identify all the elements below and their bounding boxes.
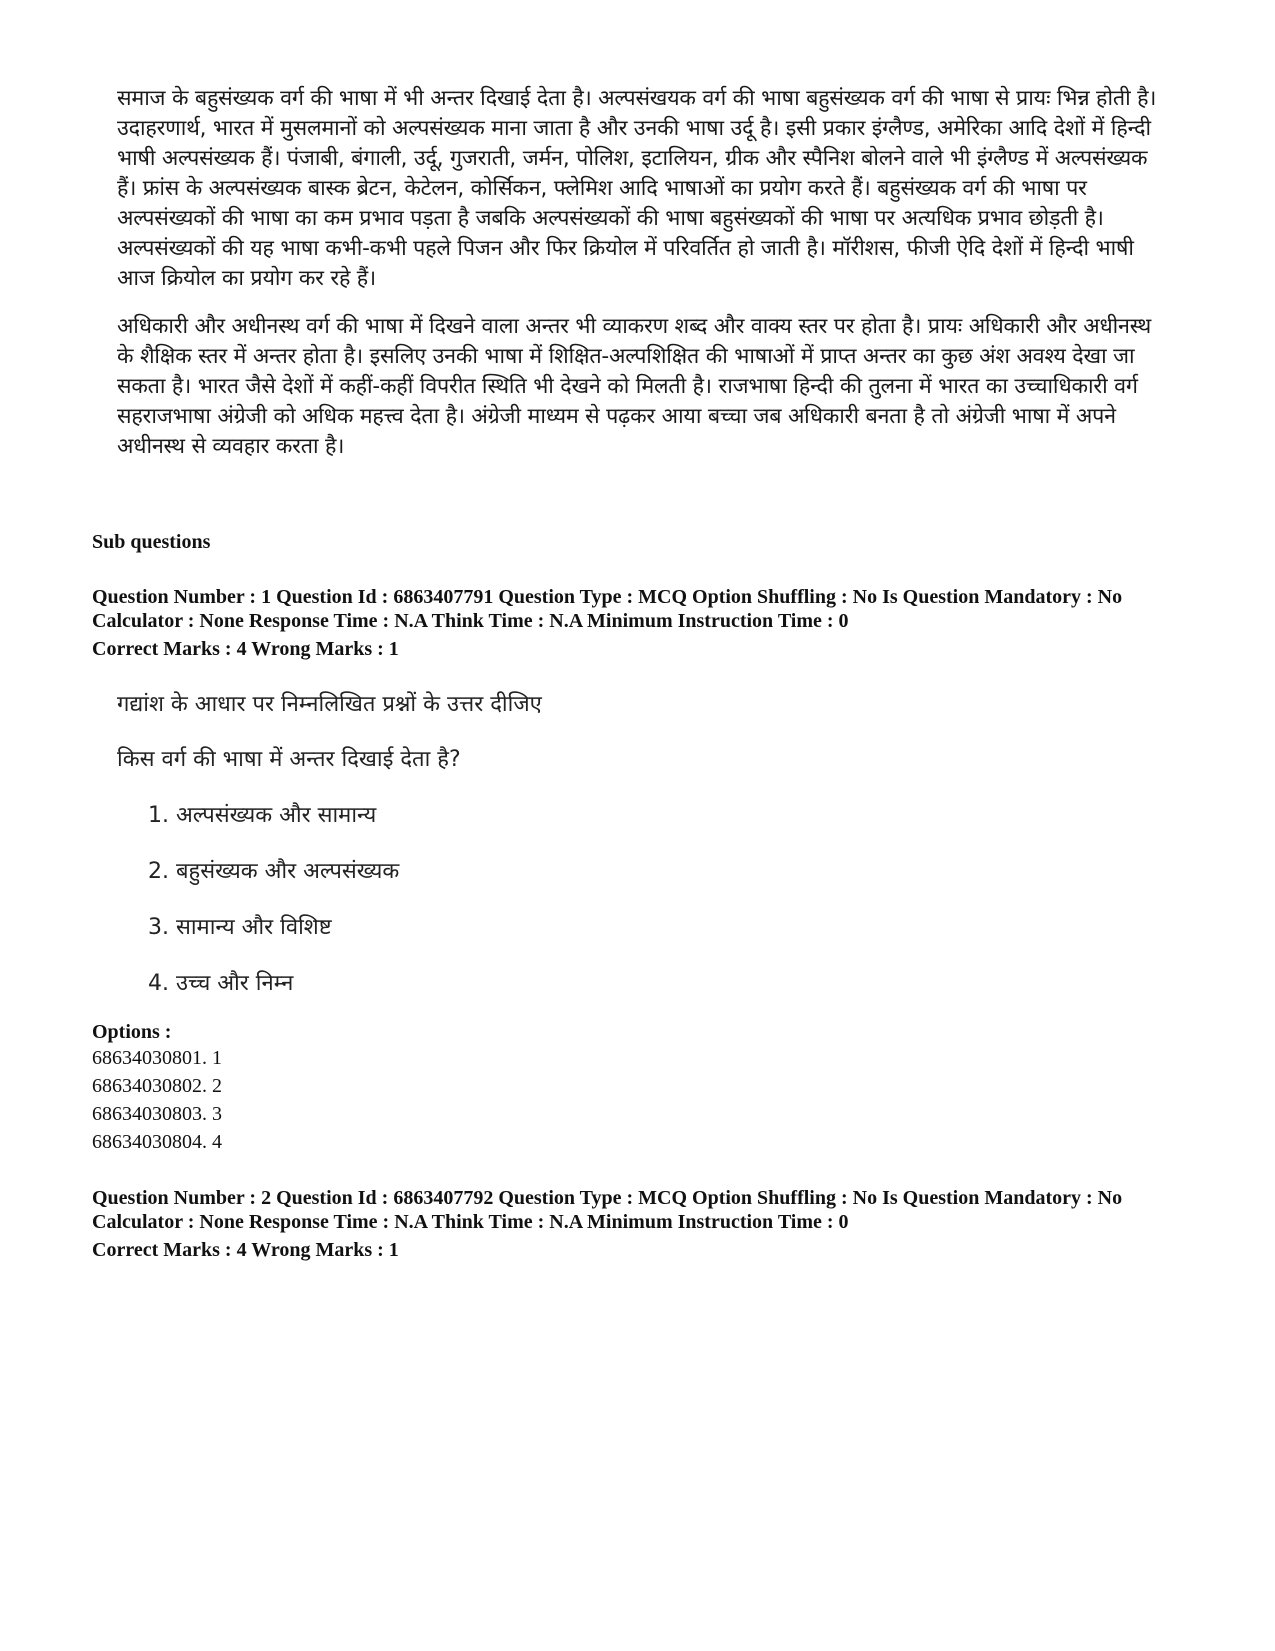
question-1-meta [92, 585, 1202, 661]
question-1-choice-3: 3. सामान्य और विशिष्ट [148, 915, 332, 940]
passage [117, 84, 1172, 462]
option-4: 68634030804. 4 [92, 1131, 222, 1153]
options-list [92, 1044, 222, 1156]
question-2-meta [92, 1186, 1202, 1262]
options-heading: Options : [92, 1021, 172, 1043]
question-1-choice-4: 4. उच्च और निम्न [148, 971, 294, 996]
option-2: 68634030802. 2 [92, 1075, 222, 1097]
sub-questions-heading: Sub questions [92, 531, 211, 553]
question-2-meta-line-1: Question Number : 2 Question Id : 6863407792 Question Type : MCQ Option Shuffling : No Is Question Mandatory : No [92, 1187, 1123, 1209]
question-1-marks: Correct Marks : 4 Wrong Marks : 1 [92, 638, 399, 660]
question-2-meta-line-2: Calculator : None Response Time : N.A Think Time : N.A Minimum Instruction Time : 0 [92, 1211, 849, 1233]
question-2-marks: Correct Marks : 4 Wrong Marks : 1 [92, 1239, 399, 1261]
option-1: 68634030801. 1 [92, 1047, 222, 1069]
passage-paragraph-2: अधिकारी और अधीनस्थ वर्ग की भाषा में दिखने वाला अन्तर भी व्याकरण शब्द और वाक्य स्तर पर होता है। प्रायः अधिकारी और अधीनस्थ के शैक्षिक स्तर में अन्तर होता है। इसलिए उनकी भाषा में शिक्षित-अल्पशिक्षित की भाषाओं में प्राप्त अन्तर का कुछ अंश अवश्य देखा जा सकता है। भारत जैसे देशों में कहीं-कहीं विपरीत स्थिति भी देखने को मिलती है। राजभाषा हिन्दी की तुलना में भारत का उच्चाधिकारी वर्ग सहराजभाषा अंग्रेजी को अधिक महत्त्व देता है। अंग्रेजी माध्यम से पढ़कर आया बच्चा जब अधिकारी बनता है तो अंग्रेजी भाषा में अपने अधीनस्थ से व्यवहार करता है। [117, 314, 1152, 459]
passage-paragraph-1: समाज के बहुसंख्यक वर्ग की भाषा में भी अन्तर दिखाई देता है। अल्पसंखयक वर्ग की भाषा बहुसंख्यक वर्ग की भाषा से प्रायः भिन्न होती है। उदाहरणार्थ, भारत में मुसलमानों को अल्पसंख्यक माना जाता है और उनकी भाषा उर्दू है। इसी प्रकार इंग्लैण्ड, अमेरिका आदि देशों में हिन्दी भाषी अल्पसंख्यक हैं। पंजाबी, बंगाली, उर्दू, गुजराती, जर्मन, पोलिश, इटालियन, ग्रीक और स्पैनिश बोलने वाले भी इंग्लैण्ड में अल्पसंख्यक हैं। फ्रांस के अल्पसंख्यक बास्क ब्रेटन, केटेलन, कोर्सिकन, फ्लेमिश आदि भाषाओं का प्रयोग करते हैं। बहुसंख्यक वर्ग की भाषा पर अल्पसंख्यकों की भाषा का कम प्रभाव पड़ता है जबकि अल्पसंख्यकों की भाषा बहुसंख्यकों की भाषा पर अत्यधिक प्रभाव छोड़ती है। अल्पसंख्यकों की यह भाषा कभी-कभी पहले पिजन और फिर क्रियोल में परिवर्तित हो जाती है। मॉरीशस, फीजी ऐदि देशों में हिन्दी भाषी आज क्रियोल का प्रयोग कर रहे हैं। [117, 86, 1157, 291]
question-1-text: किस वर्ग की भाषा में अन्तर दिखाई देता है? [117, 747, 461, 772]
question-1-instruction: गद्यांश के आधार पर निम्नलिखित प्रश्नों के उत्तर दीजिए [117, 692, 542, 717]
question-1-meta-line-1: Question Number : 1 Question Id : 6863407791 Question Type : MCQ Option Shuffling : No Is Question Mandatory : No [92, 586, 1123, 608]
question-1-choice-2: 2. बहुसंख्यक और अल्पसंख्यक [148, 859, 400, 884]
question-1-choice-1: 1. अल्पसंख्यक और सामान्य [148, 803, 377, 828]
option-3: 68634030803. 3 [92, 1103, 222, 1125]
question-1-meta-line-2: Calculator : None Response Time : N.A Think Time : N.A Minimum Instruction Time : 0 [92, 610, 849, 632]
